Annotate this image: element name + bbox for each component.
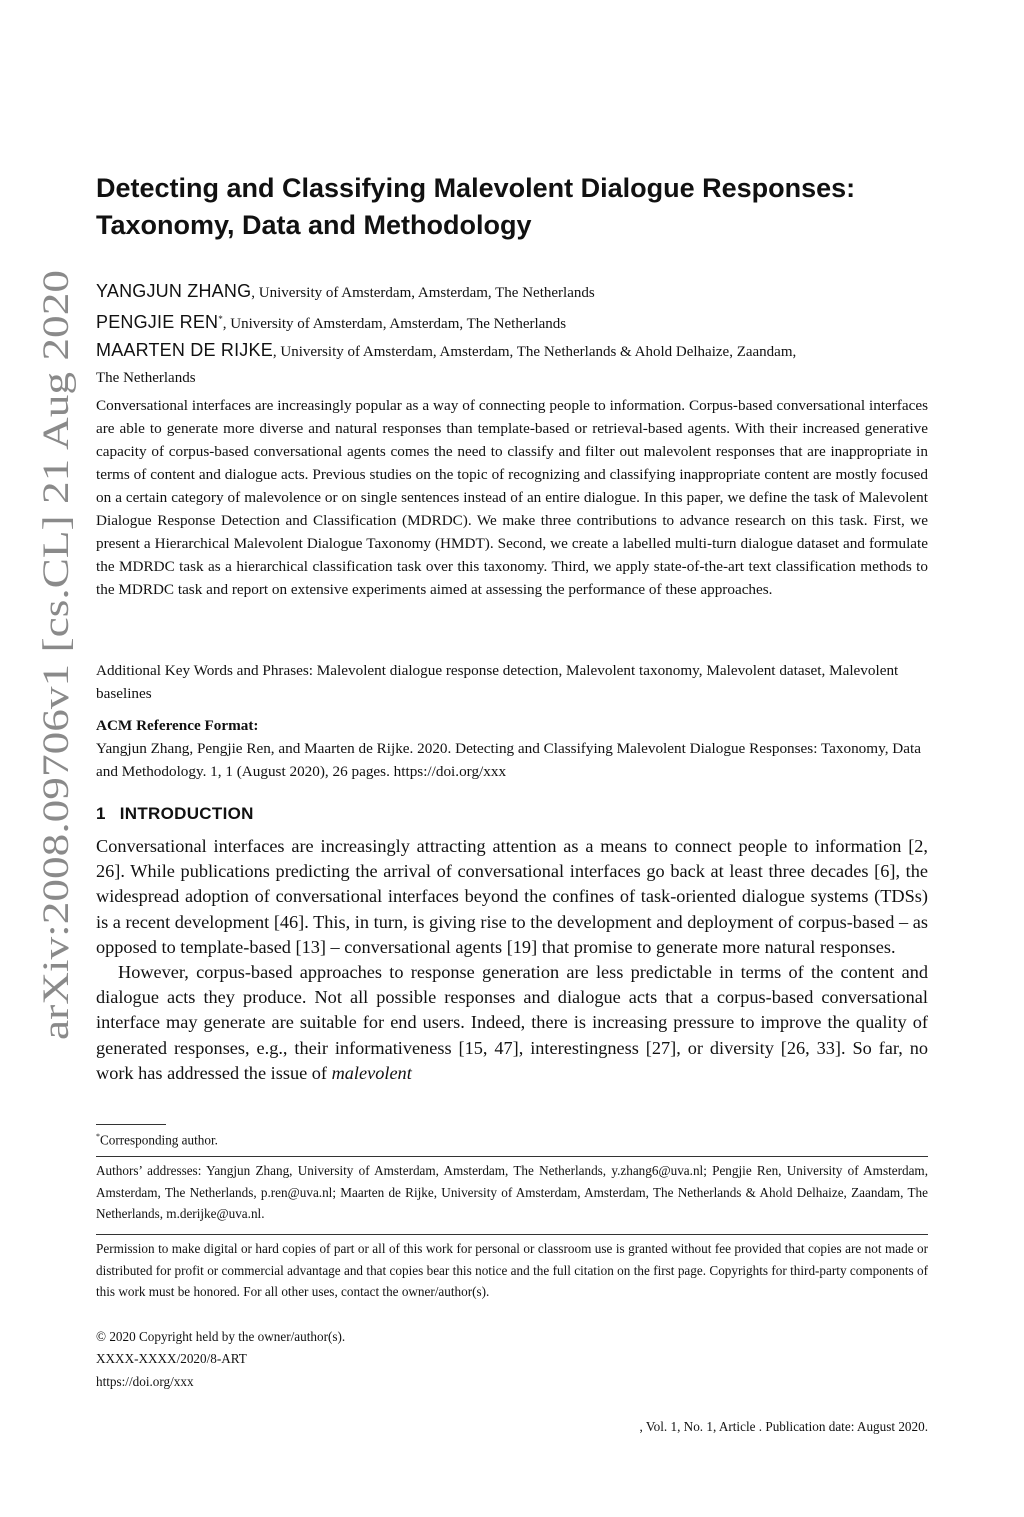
title-line-2: Taxonomy, Data and Methodology (96, 210, 532, 240)
arxiv-stamp (30, 270, 80, 1040)
author-entry (96, 278, 936, 306)
acm-reference-text: Yangjun Zhang, Pengjie Ren, and Maarten de Rijke. 2020. Detecting and Classifying Malevolent Dialogue Responses: Taxonomy, Data and Methodology. 1, 1 (August 2020), 26 pages. https://doi.org/xxx (96, 740, 921, 780)
author-name: PENGJIE REN (96, 312, 219, 332)
doi-link[interactable]: https://doi.org/xxx (96, 1373, 194, 1389)
copyright-line: © 2020 Copyright held by the owner/author(s). (96, 1329, 346, 1344)
acm-reference-heading: ACM Reference Format: (96, 717, 259, 734)
introduction-body (96, 834, 928, 1086)
author-affiliation-continued: The Netherlands (96, 370, 196, 386)
acm-reference-format (96, 714, 928, 783)
paper-title (96, 170, 936, 244)
author-entry (96, 306, 936, 337)
section-heading-introduction (96, 804, 254, 824)
arxiv-identifier: arXiv:2008.09706v1 [cs.CL] 21 Aug 2020 (36, 411, 77, 1040)
author-affiliation: , University of Amsterdam, Amsterdam, The Netherlands (222, 316, 567, 332)
author-entry (96, 337, 936, 365)
authors-addresses: Authors’ addresses: Yangjun Zhang, University of Amsterdam, Amsterdam, The Netherlands, y.zhang6@uva.nl; Pengjie Ren, University of Amsterdam, Amsterdam, The Netherlands, p.ren@uva.nl; Maarten de Rijke, University of Amsterdam, Amsterdam, The Netherlands & Ahold Delhaize, Zaandam, The Netherlands, m.derijke@uva.nl. (96, 1163, 928, 1222)
intro-emphasis: malevolent (331, 1062, 412, 1083)
author-list (96, 278, 936, 391)
article-number: XXXX-XXXX/2020/8-ART (96, 1351, 247, 1367)
divider (96, 1156, 928, 1157)
divider (96, 1234, 928, 1235)
footnote-rule (96, 1124, 166, 1125)
copyright-block (96, 1326, 345, 1393)
intro-paragraph-2-text: However, corpus-based approaches to response generation are less predictable in terms of the content and dialogue acts they produce. Not all possible responses and dialogue acts that a corpus-based conversational interface may generate are suitable for end users. Indeed, there is increasing pressure to improve the quality of generated responses, e.g., their informativeness [15, 47], interestingness [27], or diversity [26, 33]. So far, no work has addressed the issue of (96, 962, 928, 1083)
section-title: INTRODUCTION (119, 804, 254, 823)
title-line-1: Detecting and Classifying Malevolent Dialogue Responses: (96, 173, 856, 203)
footnote (96, 1128, 218, 1149)
keywords: Additional Key Words and Phrases: Malevolent dialogue response detection, Malevolent taxonomy, Malevolent dataset, Malevolent baselines (96, 662, 899, 702)
section-number: 1 (96, 804, 106, 823)
permission-notice: Permission to make digital or hard copies of part or all of this work for personal or classroom use is granted without fee provided that copies are not made or distributed for profit or commercial advantage and that copies bear this notice and the full citation on the first page. Copyrights for third-party components of this work must be honored. For all other uses, contact the owner/author(s). (96, 1241, 928, 1300)
author-name: YANGJUN ZHANG (96, 281, 252, 301)
footnote-mark: * (96, 1132, 100, 1141)
abstract: Conversational interfaces are increasingly popular as a way of connecting people to information. Corpus-based conversational interfaces are able to generate more diverse and natural responses than template-based or retrieval-based agents. With their increased generative capacity of corpus-based conversational agents comes the need to classify and filter out malevolent responses that are inappropriate in terms of content and dialogue acts. Previous studies on the topic of recognizing and classifying inappropriate content are mostly focused on a certain category of malevolence or on single sentences instead of an entire dialogue. In this paper, we define the task of Malevolent Dialogue Response Detection and Classification (MDRDC). We make three contributions to advance research on this task. First, we present a Hierarchical Malevolent Dialogue Taxonomy (HMDT). Second, we create a labelled multi-turn dialogue dataset and formulate the MDRDC task as a hierarchical classification task over this taxonomy. Third, we apply state-of-the-art text classification methods to the MDRDC task and report on extensive experiments aimed at assessing the performance of these approaches. (96, 397, 928, 598)
page-footer: , Vol. 1, No. 1, Article . Publication date: August 2020. (639, 1419, 928, 1434)
footnote-text: Corresponding author. (100, 1132, 218, 1148)
intro-paragraph-1: Conversational interfaces are increasingly attracting attention as a means to connect people to information [2, 26]. While publications predicting the arrival of conversational interfaces go back at least three decades [6], the widespread adoption of conversational interfaces beyond the confines of task-oriented dialogue systems (TDSs) is a recent development [46]. This, in turn, is giving rise to the development and deployment of corpus-based – as opposed to template-based [13] – conversational agents [19] that promise to generate more natural responses. (96, 836, 928, 957)
author-affiliation: , University of Amsterdam, Amsterdam, The Netherlands (251, 285, 595, 301)
intro-paragraph-2 (96, 960, 928, 1086)
author-affiliation: , University of Amsterdam, Amsterdam, The Netherlands & Ahold Delhaize, Zaandam, (272, 344, 797, 360)
author-name: MAARTEN DE RIJKE (96, 340, 273, 360)
corresponding-author-mark: * (218, 314, 223, 324)
